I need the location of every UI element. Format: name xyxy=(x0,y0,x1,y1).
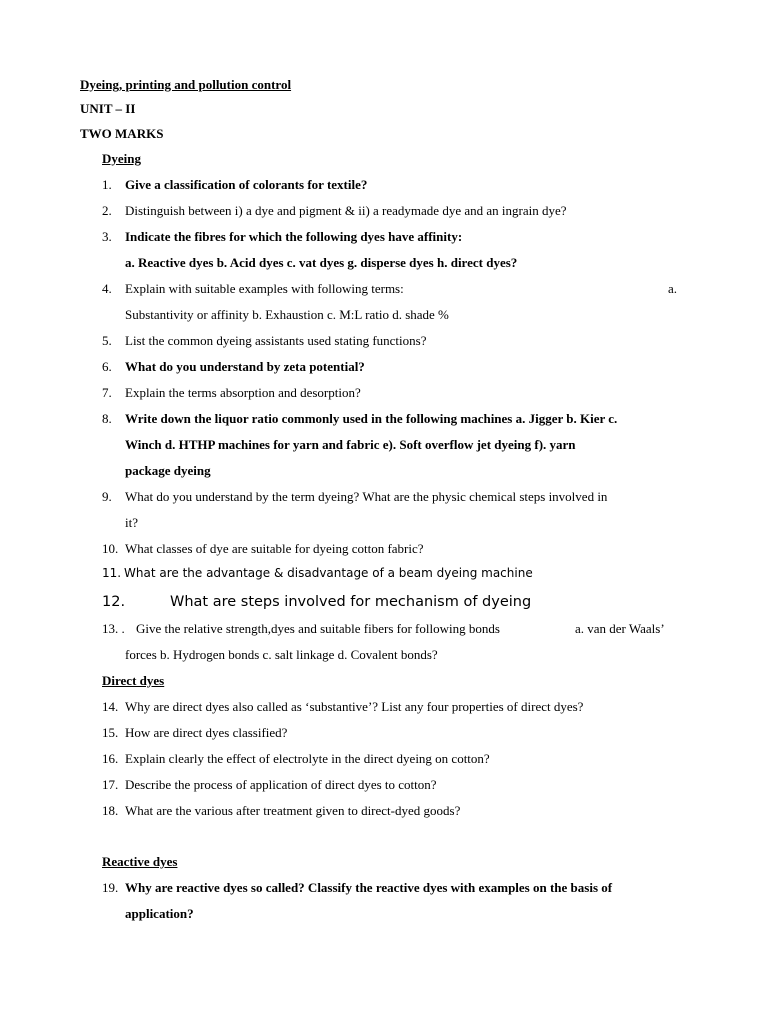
question-text: What classes of dye are suitable for dyeing cotton fabric? xyxy=(125,541,424,556)
question-number: 19. xyxy=(102,880,119,895)
question-text-cont: it? xyxy=(125,515,138,530)
question-text: What do you understand by the term dyeing? What are the physic chemical steps involved in xyxy=(125,489,608,504)
question-number: 16. xyxy=(102,751,119,766)
question-number: 14. xyxy=(102,699,119,714)
question-text: What do you understand by zeta potential? xyxy=(125,359,365,374)
question-text: How are direct dyes classified? xyxy=(125,725,288,740)
question-number: 17. xyxy=(102,777,119,792)
section-heading-dyeing: Dyeing xyxy=(102,151,141,166)
question-number: 13. . xyxy=(102,621,125,636)
question-number: 12. xyxy=(102,594,126,610)
question-number: 10. xyxy=(102,541,119,556)
question-number: 15. xyxy=(102,725,119,740)
question-text: Give a classification of colorants for textile? xyxy=(125,177,368,192)
question-text: Explain with suitable examples with following terms: xyxy=(125,281,404,296)
question-number: 18. xyxy=(102,803,119,818)
question-text: Write down the liquor ratio commonly used in the following machines a. Jigger b. Kier c. xyxy=(125,411,618,426)
question-text-cont: Substantivity or affinity b. Exhaustion c. M:L ratio d. shade % xyxy=(125,307,449,322)
question-number: 11. xyxy=(102,566,122,580)
unit-heading: UNIT – II xyxy=(80,101,136,116)
question-text-cont: a. xyxy=(668,281,678,296)
section-heading-direct-dyes: Direct dyes xyxy=(102,673,165,688)
marks-heading: TWO MARKS xyxy=(80,126,164,141)
question-number: 9. xyxy=(102,489,112,504)
question-text: Why are direct dyes also called as ‘substantive’? List any four properties of direct dyes? xyxy=(125,699,584,714)
question-number: 7. xyxy=(102,385,112,400)
question-number: 2. xyxy=(102,203,112,218)
question-number: 6. xyxy=(102,359,112,374)
question-text-cont: package dyeing xyxy=(125,463,211,478)
question-text-cont: application? xyxy=(125,906,194,921)
question-number: 1. xyxy=(102,177,112,192)
question-text: What are the advantage & disadvantage of a beam dyeing machine xyxy=(124,566,533,580)
question-text: Distinguish between i) a dye and pigment & ii) a readymade dye and an ingrain dye? xyxy=(125,203,567,218)
question-text-cont: forces b. Hydrogen bonds c. salt linkage d. Covalent bonds? xyxy=(125,647,438,662)
document-title: Dyeing, printing and pollution control xyxy=(80,77,292,92)
question-number: 5. xyxy=(102,333,112,348)
question-text: Explain clearly the effect of electrolyte in the direct dyeing on cotton? xyxy=(125,751,490,766)
question-text-cont: a. Reactive dyes b. Acid dyes c. vat dyes g. disperse dyes h. direct dyes? xyxy=(125,255,518,270)
section-heading-reactive-dyes: Reactive dyes xyxy=(102,854,178,869)
question-text: Give the relative strength,dyes and suitable fibers for following bonds xyxy=(136,621,500,636)
question-text: List the common dyeing assistants used stating functions? xyxy=(125,333,427,348)
question-text: Describe the process of application of direct dyes to cotton? xyxy=(125,777,437,792)
question-text: Why are reactive dyes so called? Classify the reactive dyes with examples on the basis of xyxy=(125,880,613,895)
question-number: 3. xyxy=(102,229,112,244)
question-text: What are the various after treatment given to direct-dyed goods? xyxy=(125,803,461,818)
question-text: Indicate the fibres for which the following dyes have affinity: xyxy=(125,229,463,244)
question-text-cont: Winch d. HTHP machines for yarn and fabric e). Soft overflow jet dyeing f). yarn xyxy=(125,437,576,452)
question-number: 4. xyxy=(102,281,112,296)
question-text: What are steps involved for mechanism of dyeing xyxy=(170,594,532,610)
question-text: Explain the terms absorption and desorption? xyxy=(125,385,361,400)
question-number: 8. xyxy=(102,411,112,426)
question-text-cont: a. van der Waals’ xyxy=(575,621,665,636)
